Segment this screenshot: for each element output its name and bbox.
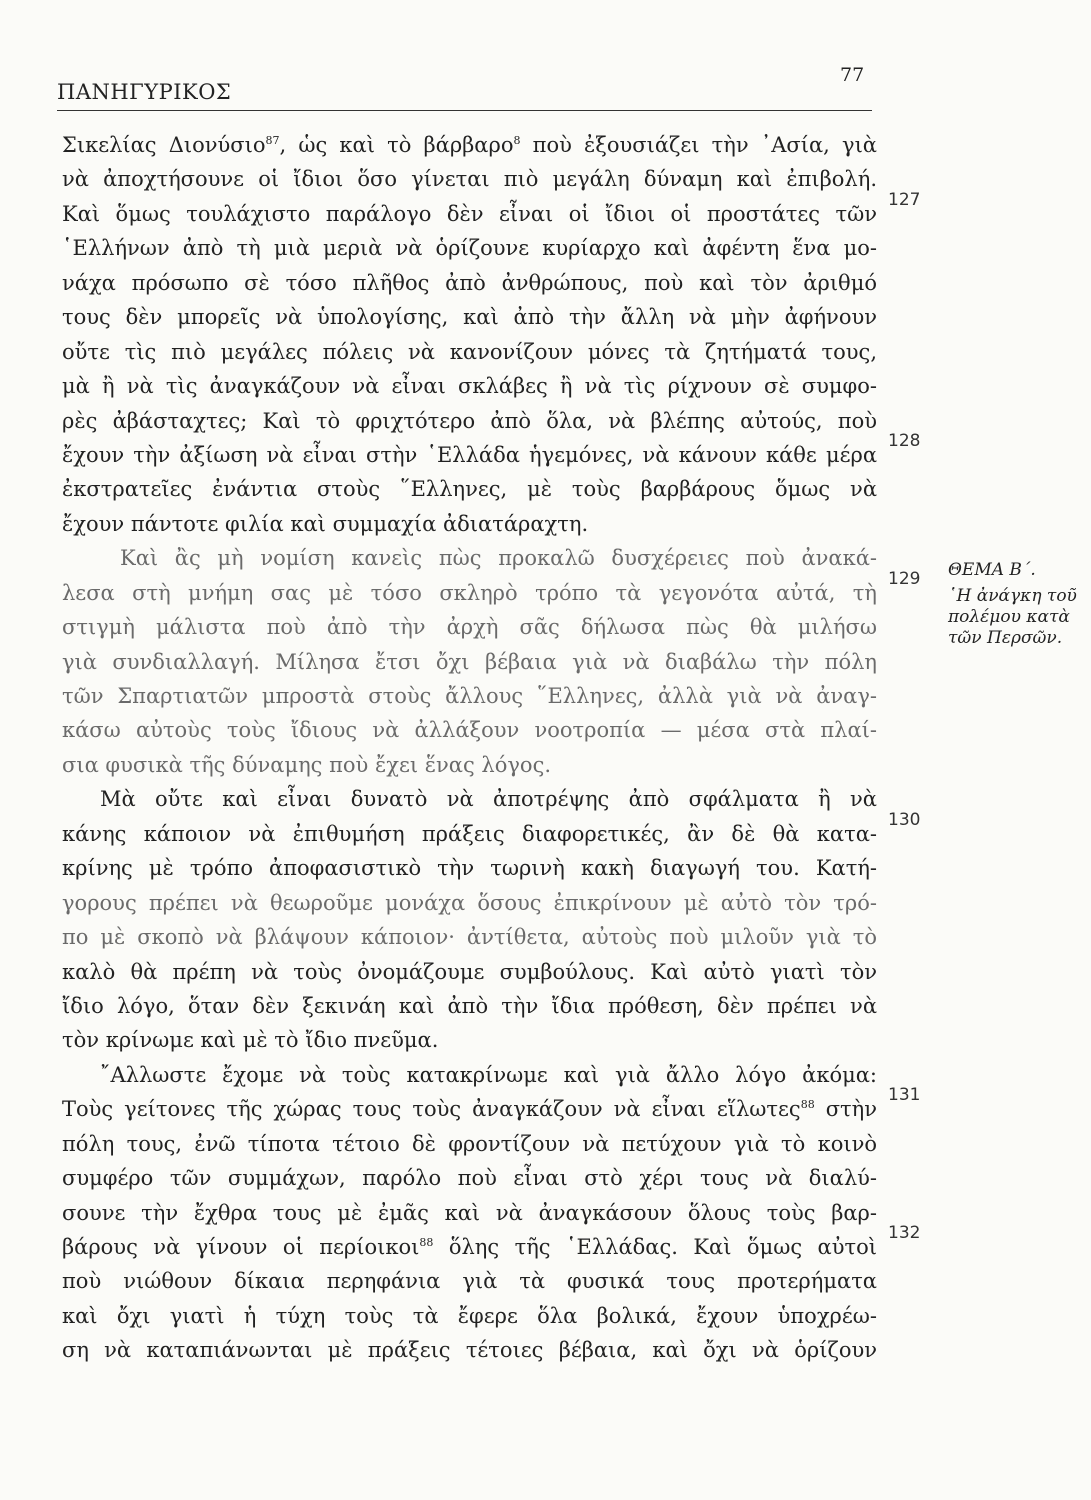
- text-line: πόλη τους, ἐνῶ τίποτα τέτοιο δὲ φροντίζουν νὰ πετύχουν γιὰ τὸ κοινὸ: [62, 1131, 877, 1156]
- margin-section-number: 132: [888, 1223, 921, 1243]
- text-line: πο μὲ σκοπὸ νὰ βλάψουν κάποιον· ἀντίθετα, αὐτοὺς ποὺ μιλοῦν γιὰ τὸ: [62, 925, 877, 950]
- text-line: ἔχουν τὴν ἀξίωση νὰ εἶναι στὴν ῾Ελλάδα ἡγεμόνες, νὰ κάνουν κάθε μέρα: [62, 442, 877, 467]
- text-line: κάσω αὐτοὺς τοὺς ἴδιους νὰ ἀλλάξουν νοοτροπία — μέσα στὰ πλαί-: [62, 718, 877, 743]
- text-line: μὰ ἢ νὰ τὶς ἀναγκάζουν νὰ εἶναι σκλάβες ἢ νὰ τὶς ρίχνουν σὲ συμφο-: [62, 374, 877, 399]
- text-line: κρίνης μὲ τρόπο ἀποφασιστικὸ τὴν τωρινὴ κακὴ διαγωγή του. Κατή-: [62, 856, 877, 881]
- text-line: λεσα στὴ μνήμη σας μὲ τόσο σκληρὸ τρόπο τὰ γεγονότα αὐτά, τὴ: [62, 580, 877, 605]
- body-text: [62, 128, 877, 1368]
- text-line: οὔτε τὶς πιὸ μεγάλες πόλεις νὰ κανονίζουν μόνες τὰ ζητήματά τους,: [62, 339, 877, 364]
- text-line: Καὶ ἂς μὴ νομίση κανεὶς πὼς προκαλῶ δυσχέρειες ποὺ ἀνακά-: [120, 546, 877, 571]
- text-line: ῾Ελλήνων ἀπὸ τὴ μιὰ μεριὰ νὰ ὁρίζουνε κυρίαρχο καὶ ἀφέντη ἕνα μο-: [62, 236, 877, 261]
- text-line: Καὶ ὅμως τουλάχιστο παράλογο δὲν εἶναι οἱ ἴδιοι οἱ προστάτες τῶν: [62, 201, 877, 226]
- text-line: ποὺ νιώθουν δίκαια περηφάνια γιὰ τὰ φυσικά τους προτερήματα: [62, 1269, 877, 1294]
- text-line: γιὰ συνδιαλλαγή. Μίλησα ἔτσι ὄχι βέβαια γιὰ νὰ διαβάλω τὴν πόλη: [62, 649, 877, 674]
- text-line: νὰ ἀποχτήσουνε οἱ ἴδιοι ὅσο γίνεται πιὸ μεγάλη δύναμη καὶ ἐπιβολή.: [62, 167, 877, 192]
- text-line: ἐκστρατεῖες ἐνάντια στοὺς ῞Ελληνες, μὲ τοὺς βαρβάρους ὅμως νὰ: [62, 477, 877, 502]
- text-line: Σικελίας Διονύσιο$^{87}$, ὡς καὶ τὸ βάρβαρο$^8$ ποὺ ἐξουσιάζει τὴν ᾿Ασία, γιὰ: [62, 133, 877, 157]
- text-line: καὶ ὄχι γιατὶ ἡ τύχη τοὺς τὰ ἔφερε ὅλα βολικά, ἔχουν ὑποχρέω-: [62, 1303, 877, 1328]
- side-note-line: ῾Η ἀνάγκη τοῦ: [948, 586, 1077, 606]
- text-line: συμφέρο τῶν συμμάχων, παρόλο ποὺ εἶναι στὸ χέρι τους νὰ διαλύ-: [62, 1166, 877, 1191]
- running-title: ΠΑΝΗΓΥΡΙΚΟΣ: [57, 80, 232, 104]
- side-note-heading: ΘΕΜΑ Β΄.: [948, 560, 1036, 580]
- text-line: Μὰ οὔτε καὶ εἶναι δυνατὸ νὰ ἀποτρέψης ἀπὸ σφάλματα ἢ νὰ: [100, 787, 877, 812]
- footnote-ref: 87: [265, 134, 280, 147]
- text-line: κάνης κάποιον νὰ ἐπιθυμήση πράξεις διαφορετικές, ἂν δὲ θὰ κατα-: [62, 821, 877, 846]
- text-line: στιγμὴ μάλιστα ποὺ ἀπὸ τὴν ἀρχὴ σᾶς δήλωσα πὼς θὰ μιλήσω: [62, 615, 877, 640]
- footnote-ref: 8: [513, 134, 521, 147]
- margin-section-number: 129: [888, 569, 921, 589]
- margin-section-number: 130: [888, 810, 921, 830]
- side-note: [948, 560, 1091, 649]
- text-line: γορους πρέπει νὰ θεωροῦμε μονάχα ὅσους ἐπικρίνουν μὲ αὐτὸ τὸν τρό-: [62, 890, 877, 915]
- header-rule: [57, 110, 872, 111]
- text-line: ἔχουν πάντοτε φιλία καὶ συμμαχία ἀδιατάραχτη.: [62, 511, 589, 536]
- text-line: Τοὺς γείτονες τῆς χώρας τους τοὺς ἀναγκάζουν νὰ εἶναι εἵλωτες$^{88}$ στὴν: [62, 1097, 877, 1122]
- footnote-ref: 88: [800, 1098, 815, 1112]
- text-line: τῶν Σπαρτιατῶν μπροστὰ στοὺς ἄλλους ῞Ελληνες, ἀλλὰ γιὰ νὰ ἀναγ-: [62, 684, 877, 708]
- side-note-line: πολέμου κατὰ: [948, 607, 1070, 627]
- margin-section-number: 127: [888, 190, 921, 210]
- footnote-ref: 88: [419, 1236, 434, 1249]
- page-number: 77: [840, 64, 865, 86]
- margin-section-number: 128: [888, 431, 921, 451]
- side-note-line: τῶν Περσῶν.: [948, 628, 1063, 648]
- text-line: καλὸ θὰ πρέπη νὰ τοὺς ὀνομάζουμε συμβούλους. Καὶ αὐτὸ γιατὶ τὸν: [62, 959, 877, 984]
- text-line: ρὲς ἀβάσταχτες; Καὶ τὸ φριχτότερο ἀπὸ ὅλα, νὰ βλέπης αὐτούς, ποὺ: [62, 408, 877, 433]
- text-line: ἴδιο λόγο, ὅταν δὲν ξεκινάη καὶ ἀπὸ τὴν ἴδια πρόθεση, δὲν πρέπει νὰ: [62, 993, 877, 1018]
- text-line: τὸν κρίνωμε καὶ μὲ τὸ ἴδιο πνεῦμα.: [62, 1028, 439, 1053]
- text-line: σουνε τὴν ἔχθρα τους μὲ ἐμᾶς καὶ νὰ ἀναγκάσουν ὅλους τοὺς βαρ-: [62, 1200, 877, 1225]
- text-line: ῎Αλλωστε ἔχομε νὰ τοὺς κατακρίνωμε καὶ γιὰ ἄλλο λόγο ἀκόμα:: [100, 1062, 877, 1087]
- margin-section-number: 131: [888, 1085, 921, 1105]
- text-line: βάρους νὰ γίνουν οἱ περίοικοι$^{88}$ ὅλης τῆς ῾Ελλάδας. Καὶ ὅμως αὐτοὶ: [62, 1235, 878, 1259]
- text-line: σια φυσικὰ τῆς δύναμης ποὺ ἔχει ἕνας λόγος.: [62, 752, 552, 777]
- text-line: νάχα πρόσωπο σὲ τόσο πλῆθος ἀπὸ ἀνθρώπους, ποὺ καὶ τὸν ἀριθμό: [62, 270, 877, 295]
- text-line: ση νὰ καταπιάνωνται μὲ πράξεις τέτοιες βέβαια, καὶ ὄχι νὰ ὁρίζουν: [62, 1338, 877, 1363]
- text-line: τους δὲν μπορεῖς νὰ ὑπολογίσης, καὶ ἀπὸ τὴν ἄλλη νὰ μὴν ἀφήνουν: [62, 305, 877, 330]
